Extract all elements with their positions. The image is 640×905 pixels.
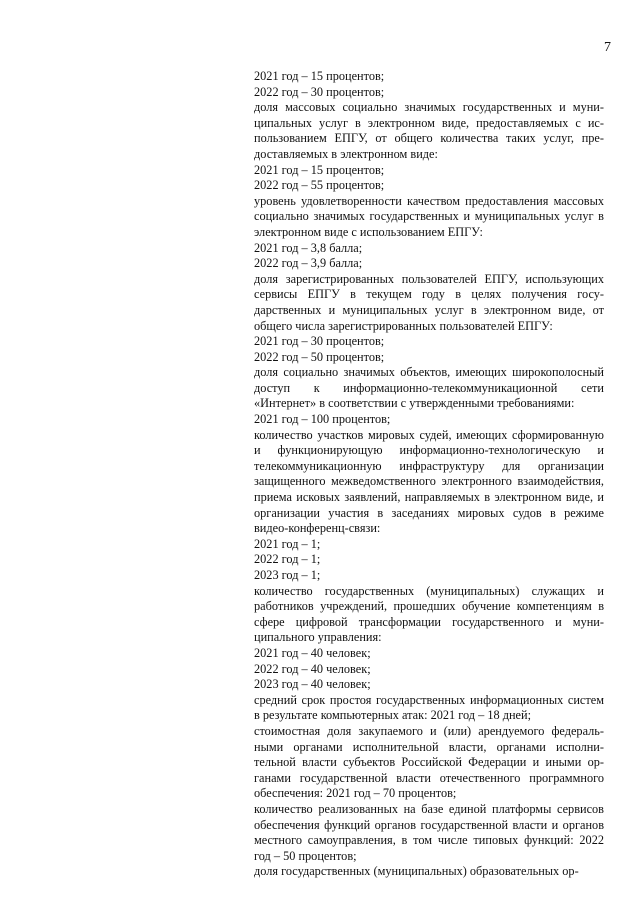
paragraph: 2022 год – 50 процентов;	[254, 349, 385, 364]
paragraph: уровень удовлетворенности качеством предоставления массовых социально значимых государственных и муниципальных услуг в электронном виде с использованием ЕПГУ:	[254, 193, 604, 239]
paragraph: 2021 год – 15 процентов;	[254, 162, 385, 177]
page-number: 7	[604, 40, 611, 55]
paragraph: 2022 год – 40 человек;	[254, 661, 371, 676]
paragraph: количество участков мировых судей, имеющих сформированную и функционирующую информационно-технологическую и телекоммуникационную инфраструктуру для организации защищенного межведомственного электронного взаимодействия, приема исковых заявлений, направляемых в электронном виде, и организации участия в заседаниях мировых судов в режиме видео-конференц-связи:	[254, 427, 604, 536]
paragraph: 2022 год – 30 процентов;	[254, 84, 385, 99]
paragraph: доля массовых социально значимых государственных и муниципальных услуг в электронном виде, предоставляемых с использованием ЕПГУ, от общего количества таких услуг, предоставляемых в электронном виде:	[254, 100, 604, 161]
paragraph: 2022 год – 55 процентов;	[254, 178, 385, 193]
paragraph: 2021 год – 15 процентов;	[254, 69, 385, 83]
paragraph: 2023 год – 1;	[254, 568, 321, 582]
paragraph: количество реализованных на базе единой платформы сервисов обеспечения функций органов государственной власти и органов местного самоуправления, в том числе типовых функций: 2022 год – 50 процентов;	[254, 801, 604, 863]
paragraph: 2021 год – 30 процентов;	[254, 334, 385, 349]
paragraph: количество государственных (муниципальных) служащих и работников учреждений, прошедших обучение компетенциям в сфере цифровой трансформации государственного и муниципального управления:	[254, 583, 604, 645]
paragraph: 2022 год – 3,9 балла;	[254, 256, 363, 271]
paragraph: средний срок простоя государственных информационных систем в результате компьютерных атак: 2021 год – 18 дней;	[254, 692, 604, 723]
paragraph: доля зарегистрированных пользователей ЕПГУ, использующих сервисы ЕПГУ в текущем году в целях получения государственных и муниципальных услуг в электронном виде, от общего числа зарегистрированных пользователей ЕПГУ:	[254, 271, 604, 333]
paragraph: 2021 год – 3,8 балла;	[254, 240, 363, 255]
paragraph: 2022 год – 1;	[254, 552, 321, 567]
paragraph: 2023 год – 40 человек;	[254, 677, 371, 692]
paragraph: 2021 год – 1;	[254, 536, 321, 551]
paragraph: доля государственных (муниципальных) образовательных ор-	[254, 864, 579, 879]
document-body	[254, 69, 604, 880]
paragraph: стоимостная доля закупаемого и (или) арендуемого федеральными органами исполнительной власти, органами исполнительной власти субъектов Российской Федерации и иными органами государственной власти отечественного программного обеспечения: 2021 год – 70 процентов;	[254, 723, 604, 801]
paragraph: доля социально значимых объектов, имеющих широкополосный доступ к информационно-телекоммуникационной сети «Интернет» в соответствии с утвержденными требованиями:	[254, 365, 604, 411]
paragraph: 2021 год – 40 человек;	[254, 645, 371, 660]
paragraph: 2021 год – 100 процентов;	[254, 412, 391, 427]
